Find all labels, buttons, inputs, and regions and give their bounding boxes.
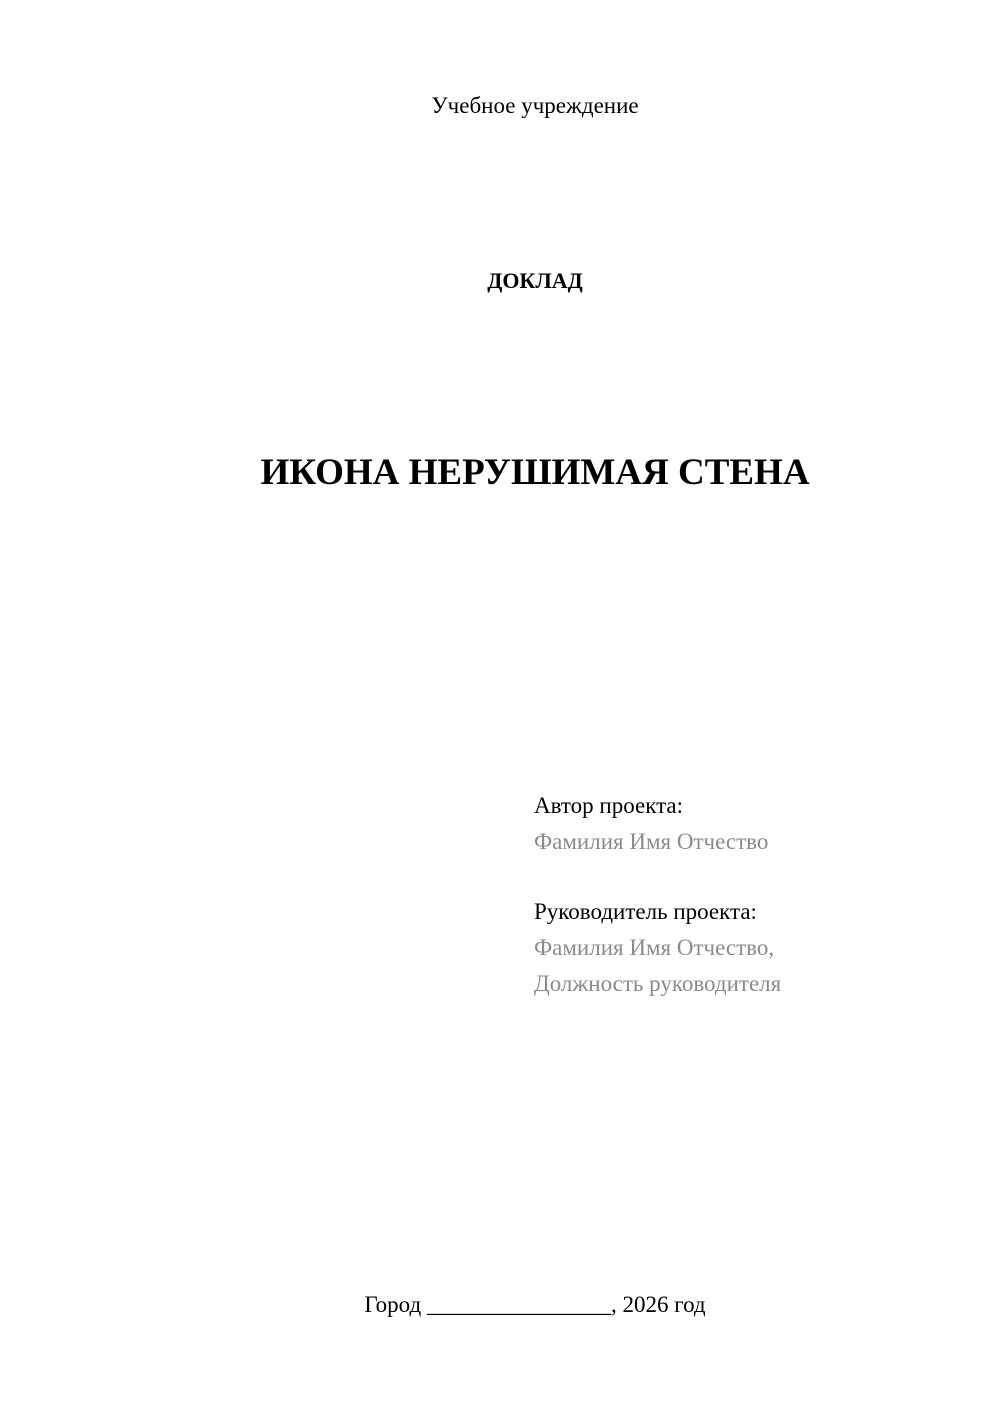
city-label: Город xyxy=(364,1292,422,1317)
supervisor-name: Фамилия Имя Отчество, xyxy=(534,935,775,960)
year-text: , 2026 год xyxy=(610,1292,706,1317)
city-blank: ________________ xyxy=(426,1292,611,1317)
project-people-block xyxy=(534,788,964,1002)
people-spacer xyxy=(534,860,964,894)
supervisor-label: Руководитель проекта: xyxy=(534,899,757,924)
supervisor-position: Должность руководителя xyxy=(534,971,782,996)
document-title: ИКОНА НЕРУШИМАЯ СТЕНА xyxy=(260,452,810,493)
author-name: Фамилия Имя Отчество xyxy=(534,829,769,854)
city-year-line xyxy=(0,1289,1000,1321)
document-type: ДОКЛАД xyxy=(487,268,583,293)
author-label: Автор проекта: xyxy=(534,793,683,818)
institution-name: Учебное учреждение xyxy=(431,93,639,118)
